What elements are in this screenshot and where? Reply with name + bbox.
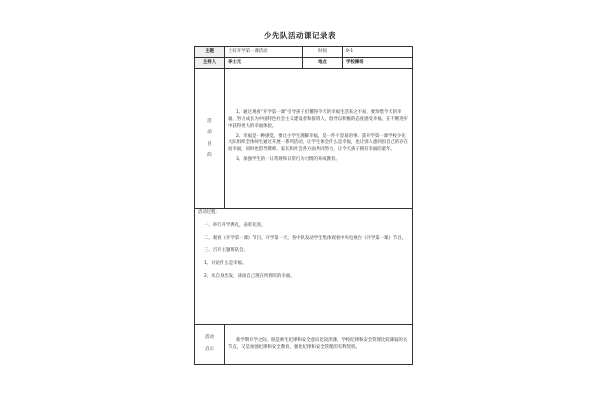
place-label: 地点	[303, 58, 343, 69]
goal-paragraph-1: 1、通过观看“开学第一课”引导孩子们懂得今天的幸福生活来之不易，要珍惜今天的幸福，努力成长为中国特色社会主义建设者和接班人，倡导以积极的态度感受幸福，在不断进步中获得更大的幸福体验。	[228, 110, 409, 129]
goal-content	[225, 69, 413, 209]
goal-paragraph-2: 2、幸福是一种感觉，要让小学生理解幸福，是一件不容易的事。获开学第一课学校少先大队组织全体师生通过开展一系列活动，让学生体会什么是幸福，也让别人感到因自己的存在而幸福，同时也借导教师、家长和社会各方面共同努力，让今天孩子拥有幸福的童年。	[228, 133, 409, 153]
insight-text: 新学期开学之际，既是师生纪律和安全意识比较淡薄，学校纪律和安全管理比较薄弱的关节点，又是加强纪律和安全教育、强化纪律和安全管理的有利契机。	[228, 337, 408, 350]
insight-label	[195, 325, 225, 365]
activity-record-table	[194, 46, 413, 365]
insight-label-line2: 启示	[205, 347, 214, 352]
page-title: 少先队活动课记录表	[264, 31, 336, 40]
goal-label-char: 活	[207, 118, 212, 124]
process-header: 活动过程：	[198, 210, 220, 215]
goal-label-char: 的	[207, 152, 212, 158]
insight-label-line1: 活动	[205, 335, 214, 341]
process-content	[195, 209, 413, 325]
process-line-4: 1、讨论什么是幸福。	[204, 261, 247, 267]
process-line-5: 2、从自身出发，谈谈自己现在所拥有的幸福。	[204, 274, 295, 280]
insight-content	[225, 325, 413, 365]
process-line-2: 二、观看《开学第一课》节目。开学第一天，各中队发动学生集体观看中央电视台《开学第一课》节目。	[204, 235, 406, 241]
time-value: 9-1	[343, 47, 413, 58]
topic-value: 上好开学第一课活动	[225, 47, 303, 58]
time-label: 时间	[303, 47, 343, 58]
process-line-1: 一、举行开学典礼，表彰先进。	[204, 222, 266, 228]
goal-label-char: 目	[207, 141, 212, 147]
place-value: 学校操场	[343, 58, 413, 69]
host-label: 主持人	[195, 58, 225, 69]
goal-paragraph-3: 3、加强学生的一日常规和日常行为习惯的养成教育。	[236, 157, 340, 163]
goal-label-char: 动	[207, 130, 212, 136]
host-value: 李士元	[225, 58, 303, 69]
process-line-3: 三、召开主题班队会。	[204, 248, 248, 254]
goal-label	[195, 69, 225, 209]
topic-label: 主题	[195, 47, 225, 58]
